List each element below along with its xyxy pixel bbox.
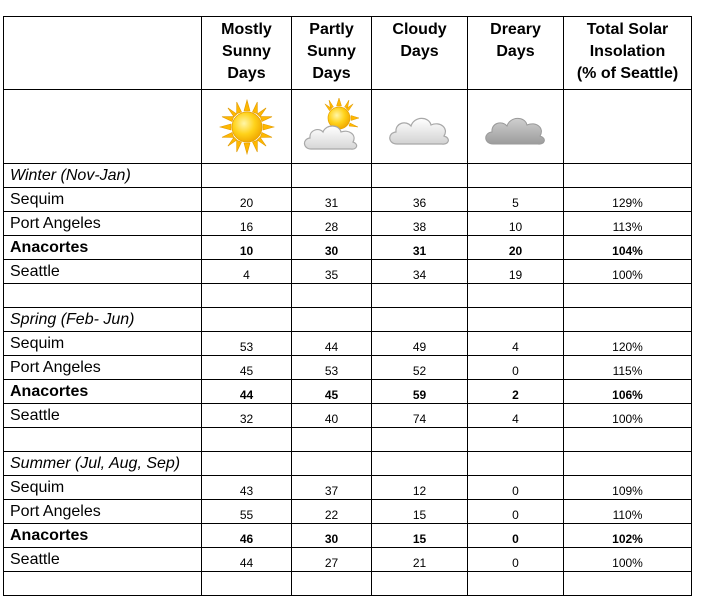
place-label: Sequim <box>4 476 202 500</box>
value-cell: 27 <box>292 548 372 572</box>
season-label: Winter (Nov-Jan) <box>4 164 202 188</box>
icon-cell-dreary <box>468 90 564 164</box>
value-cell: 53 <box>202 332 292 356</box>
empty-cell <box>292 452 372 476</box>
empty-cell <box>372 452 468 476</box>
empty-cell <box>202 284 292 308</box>
value-cell: 52 <box>372 356 468 380</box>
header-line: Total Solar <box>586 21 669 38</box>
value-cell: 4 <box>468 332 564 356</box>
empty-cell <box>468 164 564 188</box>
value-cell: 0 <box>468 356 564 380</box>
season-row <box>4 164 692 188</box>
value-cell: 110% <box>564 500 692 524</box>
value-cell: 37 <box>292 476 372 500</box>
place-label: Sequim <box>4 332 202 356</box>
value-cell: 44 <box>202 380 292 404</box>
empty-cell <box>4 428 202 452</box>
place-label: Sequim <box>4 188 202 212</box>
table-row <box>4 404 692 428</box>
value-cell: 22 <box>292 500 372 524</box>
table-row <box>4 260 692 284</box>
value-cell: 34 <box>372 260 468 284</box>
value-cell: 16 <box>202 212 292 236</box>
value-cell: 0 <box>468 524 564 548</box>
table-row <box>4 332 692 356</box>
header-line: Days <box>312 65 351 82</box>
spacer-row <box>4 572 692 596</box>
season-row <box>4 308 692 332</box>
header-insolation <box>564 17 692 90</box>
value-cell: 15 <box>372 524 468 548</box>
place-label: Seattle <box>4 548 202 572</box>
value-cell: 20 <box>202 188 292 212</box>
value-cell: 49 <box>372 332 468 356</box>
icon-cell-cloudy <box>372 90 468 164</box>
value-cell: 40 <box>292 404 372 428</box>
value-cell: 109% <box>564 476 692 500</box>
empty-cell <box>4 284 202 308</box>
empty-cell <box>372 308 468 332</box>
place-label: Port Angeles <box>4 500 202 524</box>
place-label: Seattle <box>4 260 202 284</box>
value-cell: 100% <box>564 260 692 284</box>
empty-cell <box>468 572 564 596</box>
place-label: Anacortes <box>4 524 202 548</box>
empty-cell <box>468 428 564 452</box>
value-cell: 38 <box>372 212 468 236</box>
solar-days-table <box>3 16 692 596</box>
value-cell: 44 <box>202 548 292 572</box>
value-cell: 129% <box>564 188 692 212</box>
empty-cell <box>564 308 692 332</box>
value-cell: 104% <box>564 236 692 260</box>
empty-cell <box>292 284 372 308</box>
table-row <box>4 356 692 380</box>
icon-cell-partly-sunny <box>292 90 372 164</box>
table-row <box>4 188 692 212</box>
value-cell: 43 <box>202 476 292 500</box>
table-row <box>4 212 692 236</box>
header-line: Dreary <box>490 21 541 38</box>
value-cell: 4 <box>468 404 564 428</box>
value-cell: 19 <box>468 260 564 284</box>
value-cell: 0 <box>468 476 564 500</box>
header-line: Days <box>496 43 535 60</box>
empty-cell <box>202 572 292 596</box>
spacer-row <box>4 284 692 308</box>
icon-cell-mostly-sunny <box>202 90 292 164</box>
header-line: Days <box>227 65 266 82</box>
value-cell: 102% <box>564 524 692 548</box>
value-cell: 28 <box>292 212 372 236</box>
value-cell: 21 <box>372 548 468 572</box>
value-cell: 45 <box>292 380 372 404</box>
value-cell: 115% <box>564 356 692 380</box>
value-cell: 20 <box>468 236 564 260</box>
table-row <box>4 476 692 500</box>
corner-cell <box>4 17 202 90</box>
header-line: Sunny <box>307 43 356 60</box>
season-row <box>4 452 692 476</box>
place-label: Anacortes <box>4 380 202 404</box>
value-cell: 0 <box>468 500 564 524</box>
value-cell: 53 <box>292 356 372 380</box>
empty-cell <box>4 572 202 596</box>
empty-cell <box>292 428 372 452</box>
value-cell: 120% <box>564 332 692 356</box>
empty-cell <box>202 452 292 476</box>
empty-cell <box>564 428 692 452</box>
empty-cell <box>468 284 564 308</box>
value-cell: 74 <box>372 404 468 428</box>
empty-cell <box>202 428 292 452</box>
header-line: Cloudy <box>392 21 447 38</box>
value-cell: 5 <box>468 188 564 212</box>
empty-cell <box>372 284 468 308</box>
value-cell: 113% <box>564 212 692 236</box>
table-row <box>4 548 692 572</box>
table-row <box>4 236 692 260</box>
icon-row <box>4 90 692 164</box>
header-row <box>4 17 692 90</box>
header-line: Mostly <box>221 21 272 38</box>
season-label: Summer (Jul, Aug, Sep) <box>4 452 202 476</box>
season-label: Spring (Feb- Jun) <box>4 308 202 332</box>
empty-cell <box>468 308 564 332</box>
value-cell: 55 <box>202 500 292 524</box>
header-mostly-sunny <box>202 17 292 90</box>
value-cell: 2 <box>468 380 564 404</box>
value-cell: 30 <box>292 524 372 548</box>
value-cell: 31 <box>292 188 372 212</box>
empty-cell <box>564 452 692 476</box>
place-label: Seattle <box>4 404 202 428</box>
header-line: Sunny <box>222 43 271 60</box>
empty-cell <box>372 572 468 596</box>
table-row <box>4 380 692 404</box>
place-label: Port Angeles <box>4 356 202 380</box>
place-label: Port Angeles <box>4 212 202 236</box>
value-cell: 100% <box>564 548 692 572</box>
header-line: Partly <box>309 21 354 38</box>
cloud-icon <box>385 102 455 152</box>
icon-blank-cell <box>564 90 692 164</box>
value-cell: 31 <box>372 236 468 260</box>
sun-icon <box>219 99 275 155</box>
empty-cell <box>372 428 468 452</box>
value-cell: 59 <box>372 380 468 404</box>
value-cell: 100% <box>564 404 692 428</box>
table-row <box>4 500 692 524</box>
dreary-cloud-icon <box>481 102 551 152</box>
header-partly-sunny <box>292 17 372 90</box>
table-row <box>4 524 692 548</box>
partly-sunny-icon <box>299 97 365 157</box>
empty-cell <box>372 164 468 188</box>
icon-blank-cell <box>4 90 202 164</box>
empty-cell <box>564 284 692 308</box>
value-cell: 4 <box>202 260 292 284</box>
empty-cell <box>468 452 564 476</box>
empty-cell <box>564 164 692 188</box>
value-cell: 12 <box>372 476 468 500</box>
value-cell: 36 <box>372 188 468 212</box>
empty-cell <box>292 308 372 332</box>
empty-cell <box>564 572 692 596</box>
value-cell: 106% <box>564 380 692 404</box>
value-cell: 15 <box>372 500 468 524</box>
value-cell: 0 <box>468 548 564 572</box>
value-cell: 32 <box>202 404 292 428</box>
header-line: Insolation <box>589 43 666 60</box>
header-line: Days <box>400 43 439 60</box>
header-line: (% of Seattle) <box>576 65 679 82</box>
empty-cell <box>202 164 292 188</box>
value-cell: 46 <box>202 524 292 548</box>
value-cell: 30 <box>292 236 372 260</box>
header-cloudy <box>372 17 468 90</box>
header-dreary <box>468 17 564 90</box>
value-cell: 10 <box>202 236 292 260</box>
empty-cell <box>202 308 292 332</box>
empty-cell <box>292 164 372 188</box>
value-cell: 10 <box>468 212 564 236</box>
value-cell: 45 <box>202 356 292 380</box>
spacer-row <box>4 428 692 452</box>
value-cell: 44 <box>292 332 372 356</box>
place-label: Anacortes <box>4 236 202 260</box>
empty-cell <box>292 572 372 596</box>
value-cell: 35 <box>292 260 372 284</box>
